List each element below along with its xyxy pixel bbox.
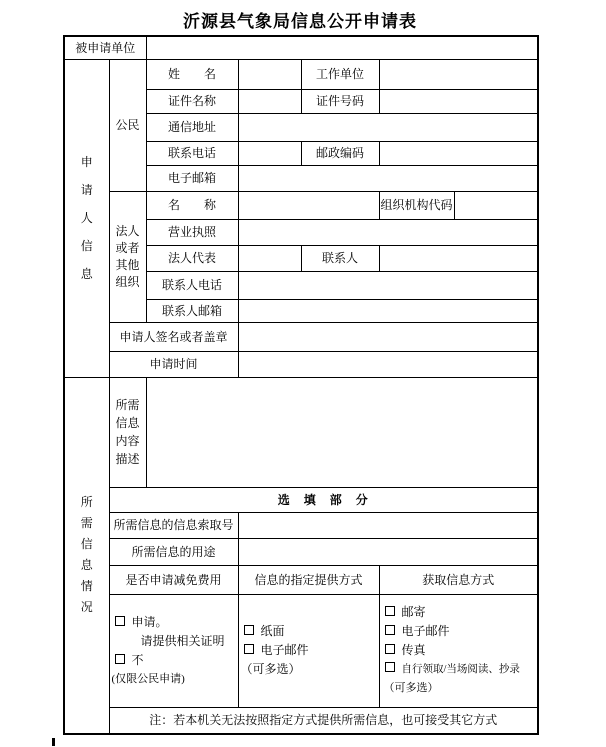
contact-phone-value[interactable]: [238, 271, 538, 299]
fee-proof-note: 请提供相关证明: [140, 633, 225, 648]
apply-date-label: 申请时间: [109, 351, 238, 377]
signature-label: 申请人签名或者盖章: [109, 322, 238, 351]
delivery-paper-label: 纸面: [260, 624, 285, 638]
delivery-email-checkbox-icon[interactable]: [244, 644, 254, 654]
contact-label: 联系人: [301, 245, 379, 271]
delivery-email-option: [239, 641, 379, 660]
license-value[interactable]: [238, 219, 538, 245]
delivery-paper-option: [239, 622, 379, 641]
phone-value[interactable]: [238, 141, 301, 165]
application-form: [63, 35, 539, 735]
fee-no-label: 不: [131, 652, 144, 667]
address-value[interactable]: [238, 113, 538, 141]
obtain-fax-label: 传真: [401, 643, 426, 657]
contact-value[interactable]: [379, 245, 538, 271]
id-number-label: 证件号码: [301, 89, 379, 113]
obtain-self-option: [380, 660, 538, 679]
citizen-group-label: 公民: [109, 59, 146, 191]
phone-label: 联系电话: [146, 141, 238, 165]
applied-unit-value[interactable]: [146, 36, 538, 59]
org-name-value[interactable]: [238, 191, 379, 219]
id-number-value[interactable]: [379, 89, 538, 113]
license-label: 营业执照: [146, 219, 238, 245]
email-value[interactable]: [238, 165, 538, 191]
obtain-multi-note: （可多选）: [383, 682, 439, 694]
applied-unit-label: 被申请单位: [64, 36, 146, 59]
fee-apply-label: 申请。: [131, 614, 168, 629]
representative-value[interactable]: [238, 245, 301, 271]
fee-no-option: [110, 651, 238, 670]
obtain-email-label: 电子邮件: [401, 624, 450, 638]
page-title: 沂源县气象局信息公开申请表: [183, 12, 417, 31]
citizen-name-value[interactable]: [238, 59, 301, 89]
footnote: 注：若本机关无法按照指定方式提供所需信息，也可接受其它方式: [109, 707, 538, 734]
address-label: 通信地址: [146, 113, 238, 141]
description-value[interactable]: [146, 377, 538, 487]
fee-waiver-options: [109, 594, 238, 707]
purpose-value[interactable]: [238, 538, 538, 565]
postcode-value[interactable]: [379, 141, 538, 165]
request-number-label: 所需信息的信息索取号: [109, 512, 238, 538]
description-label: [109, 377, 146, 487]
work-unit-value[interactable]: [379, 59, 538, 89]
text-cursor: [52, 738, 55, 746]
organization-group-label: [109, 191, 146, 322]
contact-email-value[interactable]: [238, 299, 538, 322]
contact-phone-label: 联系人电话: [146, 271, 238, 299]
fee-apply-checkbox-icon[interactable]: [115, 616, 125, 626]
delivery-paper-checkbox-icon[interactable]: [244, 625, 254, 635]
applicant-section-label: [64, 59, 109, 377]
delivery-multi-note: （可多选）: [240, 662, 301, 676]
obtain-method-header: 获取信息方式: [379, 565, 538, 594]
delivery-method-header: 信息的指定提供方式: [238, 565, 379, 594]
email-label: 电子邮箱: [146, 165, 238, 191]
fee-apply-option: [110, 613, 238, 632]
info-section-label-text: 所需信息情况: [80, 495, 93, 615]
org-code-label: 组织机构代码: [379, 191, 454, 219]
obtain-self-label: 自行领取/当场阅读、抄录: [401, 664, 520, 675]
obtain-mail-label: 邮寄: [401, 605, 426, 619]
fee-waiver-header: 是否申请减免费用: [109, 565, 238, 594]
citizen-name-label: 姓 名: [146, 59, 238, 89]
obtain-method-options: [379, 594, 538, 707]
obtain-fax-checkbox-icon[interactable]: [385, 644, 395, 654]
optional-section-header: 选 填 部 分: [109, 487, 538, 512]
org-name-label: 名 称: [146, 191, 238, 219]
delivery-email-label: 电子邮件: [260, 643, 309, 657]
obtain-email-option: [380, 622, 538, 641]
obtain-mail-option: [380, 603, 538, 622]
fee-citizen-only-note: (仅限公民申请): [111, 672, 185, 685]
info-section-label: [64, 377, 109, 734]
request-number-value[interactable]: [238, 512, 538, 538]
purpose-label: 所需信息的用途: [109, 538, 238, 565]
id-type-value[interactable]: [238, 89, 301, 113]
organization-group-label-text: 法人或者其他组织: [115, 223, 140, 289]
representative-label: 法人代表: [146, 245, 238, 271]
org-code-value[interactable]: [454, 191, 538, 219]
work-unit-label: 工作单位: [301, 59, 379, 89]
applicant-section-label-text: 申请人信息: [80, 155, 93, 281]
signature-value[interactable]: [238, 322, 538, 351]
postcode-label: 邮政编码: [301, 141, 379, 165]
contact-email-label: 联系人邮箱: [146, 299, 238, 322]
apply-date-value[interactable]: [238, 351, 538, 377]
id-type-label: 证件名称: [146, 89, 238, 113]
delivery-method-options: [238, 594, 379, 707]
fee-no-checkbox-icon[interactable]: [115, 654, 125, 664]
obtain-fax-option: [380, 641, 538, 660]
obtain-self-checkbox-icon[interactable]: [385, 662, 395, 672]
description-label-text: 所需信息内容描述: [115, 398, 140, 466]
obtain-email-checkbox-icon[interactable]: [385, 625, 395, 635]
obtain-mail-checkbox-icon[interactable]: [385, 606, 395, 616]
